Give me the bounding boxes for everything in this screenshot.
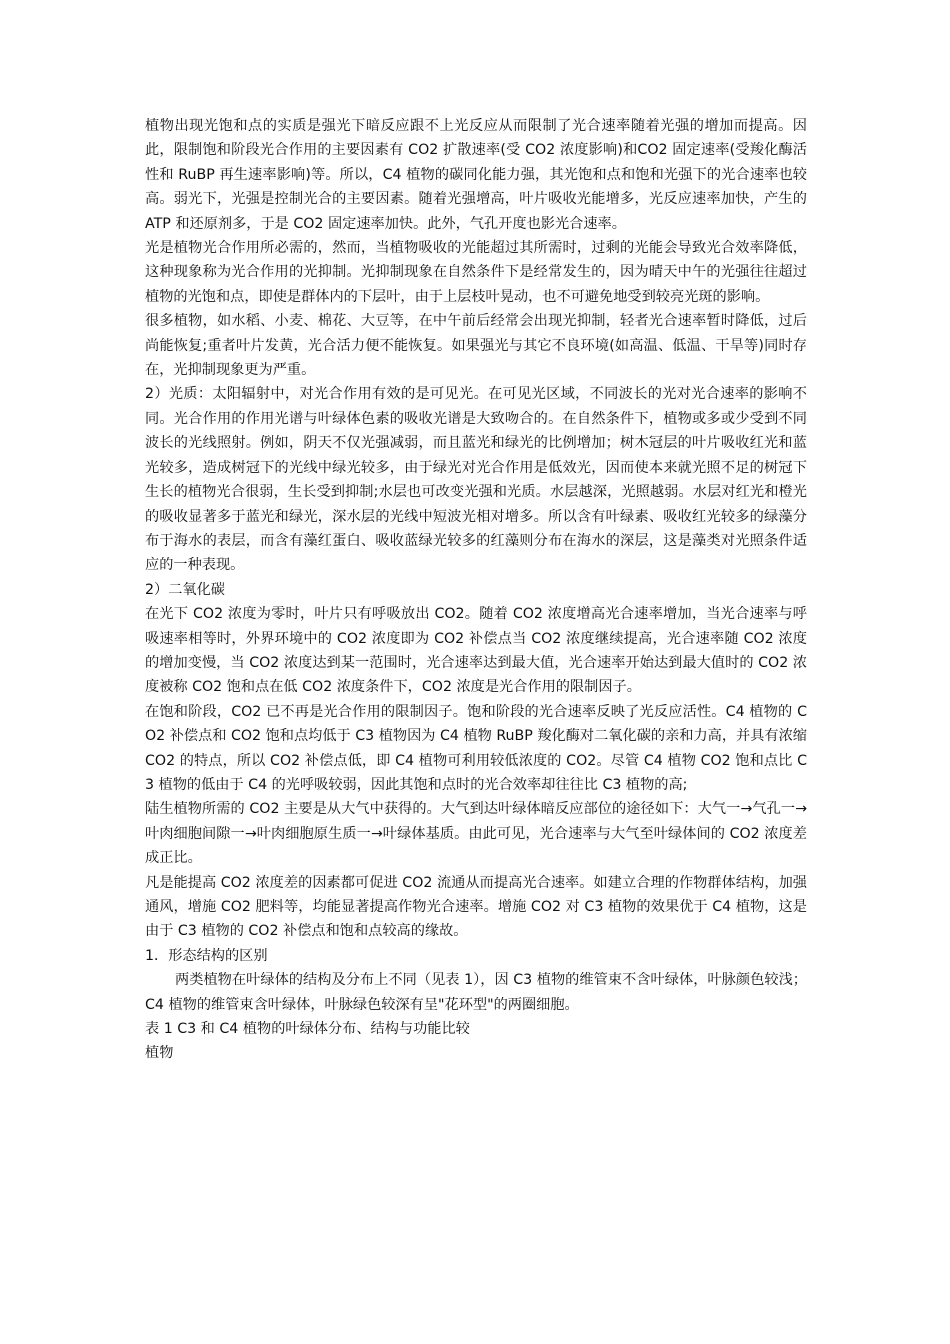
paragraph-light-saturation: 植物出现光饱和点的实质是强光下暗反应跟不上光反应从而限制了光合速率随着光强的增加而提高。因此，限制饱和阶段光合作用的主要因素有 CO2 扩散速率(受 CO2 浓度影响)和CO2 固定速率(受羧化酶活性和 RuBP 再生速率影响)等。所以，C4 植物的碳同化能力强，其光饱和点和饱和光强下的光合速率也较高。弱光下，光强是控制光合的主要因素。随着光强增高，叶片吸收光能增多，光反应速率加快，产生的 ATP 和还原剂多，于是 CO2 固定速率加快。此外，气孔开度也影光合速率。 (145, 118, 807, 232)
paragraph-co2-saturation: 在饱和阶段，CO2 已不再是光合作用的限制因子。饱和阶段的光合速率反映了光反应活性。C4 植物的 CO2 补偿点和 CO2 饱和点均低于 C3 植物因为 C4 植物 RuBP 羧化酶对二氧化碳的亲和力高，并具有浓缩 CO2 的特点，所以 CO2 补偿点低，即 C4 植物可利用较低浓度的 CO2。尽管 C4 植物 CO2 饱和点比 C3 植物的低由于 C4 的光呼吸较弱，因此其饱和点时的光合效率却往往比 C3 植物的高; (145, 703, 807, 793)
heading-morphology: 1．形态结构的区别 (145, 947, 268, 964)
paragraph-co2-compensation: 在光下 CO2 浓度为零时，叶片只有呼吸放出 CO2。随着 CO2 浓度增高光合速率增加，当光合速率与呼吸速率相等时，外界环境中的 CO2 浓度即为 CO2 补偿点当 CO2 浓度继续提高，光合速率随 CO2 浓度的增加变慢，当 CO2 浓度达到某一范围时，光合速率达到最大值，光合速率开始达到最大值时的 CO2 浓度被称 CO2 饱和点在低 CO2 浓度条件下，CO2 浓度是光合作用的限制因子。 (145, 606, 807, 696)
paragraph-morphology: 两类植物在叶绿体的结构及分布上不同（见表 1），因 C3 植物的维管束不含叶绿体，叶脉颜色较浅；C4 植物的维管束含叶绿体，叶脉绿色较深有呈"花环型"的两圈细胞。 (145, 972, 807, 1013)
heading-carbon-dioxide: 2）二氧化碳 (145, 581, 225, 598)
paragraph-co2-pathway: 陆生植物所需的 CO2 主要是从大气中获得的。大气到达叶绿体暗反应部位的途径如下：大气一→气孔一→叶肉细胞间隙一→叶肉细胞原生质一→叶绿体基质。由此可见，光合速率与大气至叶绿体间的 CO2 浓度差成正比。 (145, 801, 807, 867)
paragraph-light-quality: 2）光质：太阳辐射中，对光合作用有效的是可见光。在可见光区域，不同波长的光对光合速率的影响不同。光合作用的作用光谱与叶绿体色素的吸收光谱是大致吻合的。在自然条件下，植物或多或少受到不同波长的光线照射。例如，阴天不仅光强减弱，而且蓝光和绿光的比例增加；树木冠层的叶片吸收红光和蓝光较多，造成树冠下的光线中绿光较多，由于绿光对光合作用是低效光，因而使本来就光照不足的树冠下生长的植物光合很弱，生长受到抑制;水层也可改变光强和光质。水层越深，光照越弱。水层对红光和橙光的吸收显著多于蓝光和绿光，深水层的光线中短波光相对增多。所以含有叶绿素、吸收红光较多的绿藻分布于海水的表层，而含有藻红蛋白、吸收蓝绿光较多的红藻则分布在海水的深层，这是藻类对光照条件适应的一种表现。 (145, 386, 807, 574)
paragraph-photoinhibition: 光是植物光合作用所必需的，然而，当植物吸收的光能超过其所需时，过剩的光能会导致光合效率降低，这种现象称为光合作用的光抑制。光抑制现象在自然条件下是经常发生的，因为晴天中午的光强往往超过植物的光饱和点，即使是群体内的下层叶，由于上层枝叶晃动，也不可避免地受到较亮光斑的影响。 (145, 240, 807, 305)
document-body (145, 114, 807, 1066)
table-caption: 表 1 C3 和 C4 植物的叶绿体分布、结构与功能比较 (145, 1021, 470, 1038)
paragraph-photoinhibition-examples: 很多植物，如水稻、小麦、棉花、大豆等，在中午前后经常会出现光抑制，轻者光合速率暂时降低，过后尚能恢复;重者叶片发黄，光合活力便不能恢复。如果强光与其它不良环境(如高温、低温、干旱等)同时存在，光抑制现象更为严重。 (145, 313, 807, 379)
table-header-plant: 植物 (145, 1045, 174, 1062)
paragraph-co2-enrichment: 凡是能提高 CO2 浓度差的因素都可促进 CO2 流通从而提高光合速率。如建立合理的作物群体结构，加强通风，增施 CO2 肥料等，均能显著提高作物光合速率。增施 CO2 对 C3 植物的效果优于 C4 植物，这是由于 C3 植物的 CO2 补偿点和饱和点较高的缘故。 (145, 874, 807, 940)
